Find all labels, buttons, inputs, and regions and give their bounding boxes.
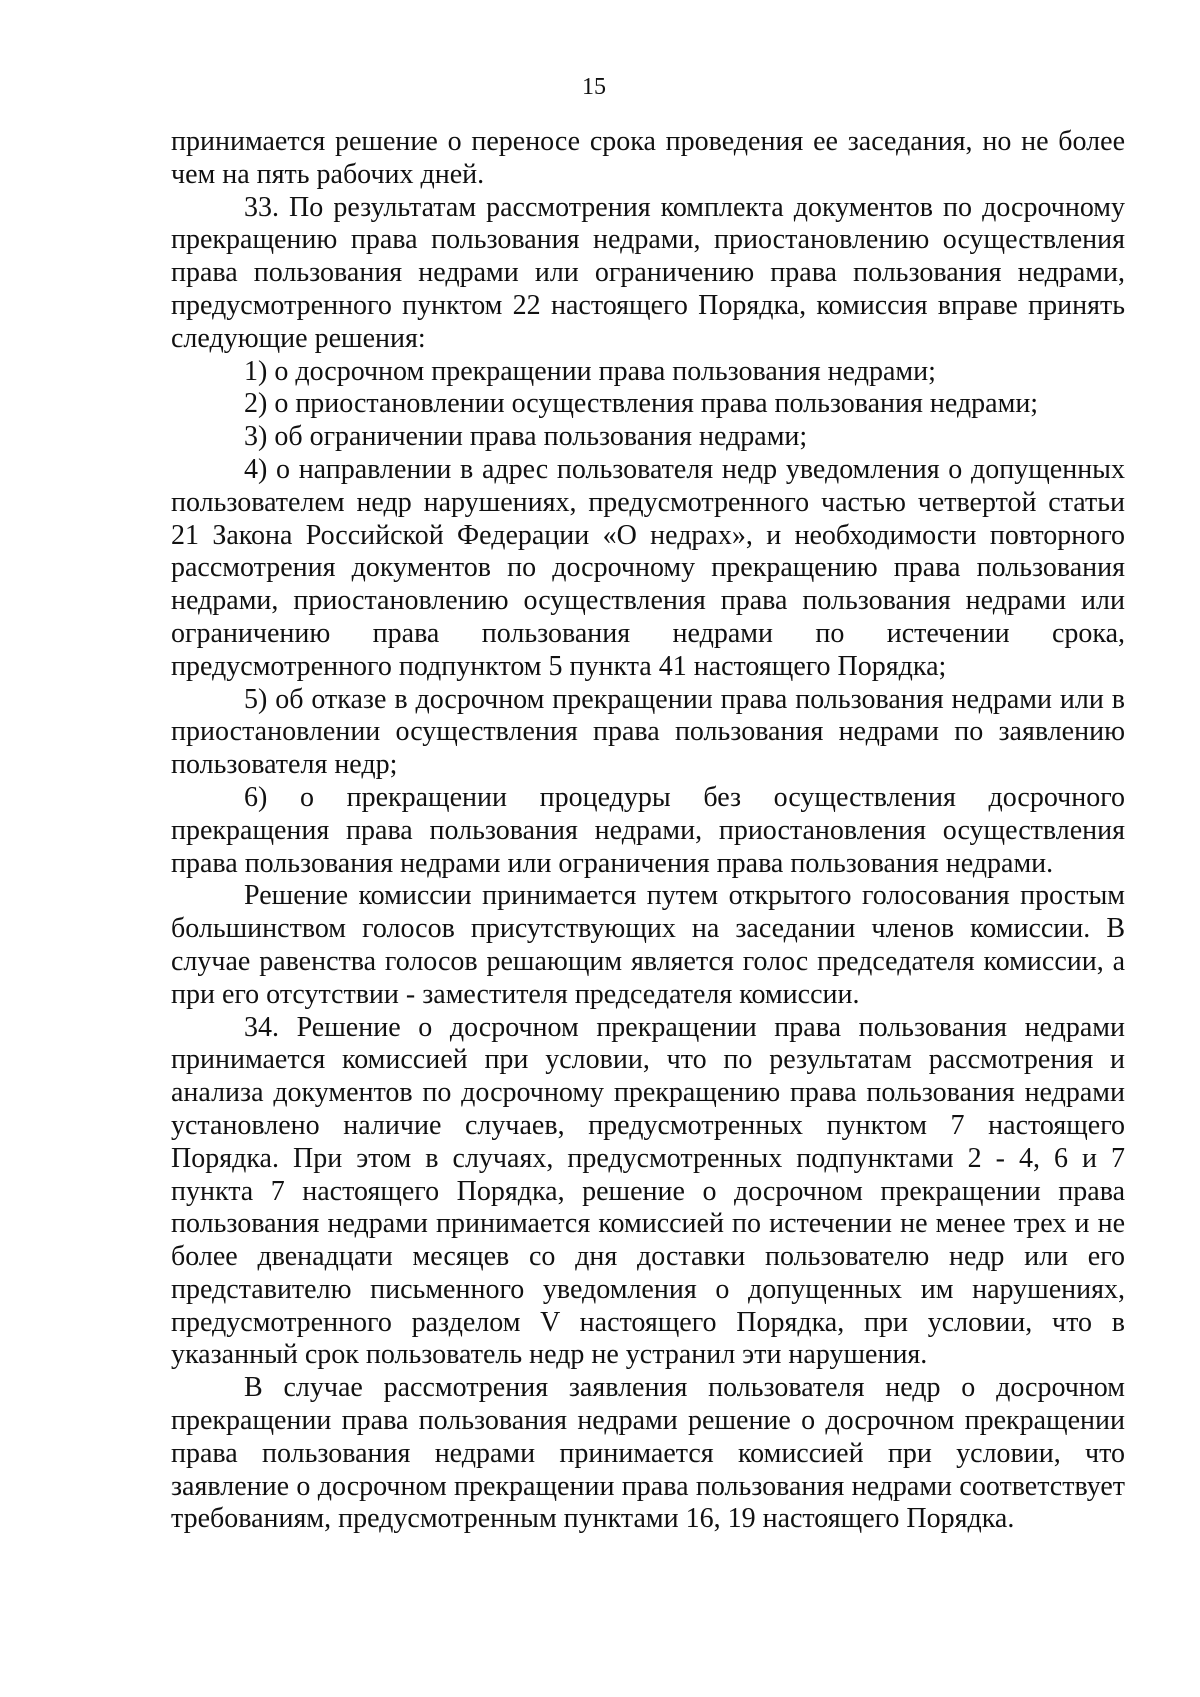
list-item-4: 4) о направлении в адрес пользователя недр уведомления о допущенных пользователем недр нарушениях, предусмотренного частью четвертой статьи 21 Закона Российской Федерации «О недрах», и необходимости повторного рассмотрения документов по досрочному прекращению права пользования недрами, приостановлению осуществления права пользования недрами или ограничению права пользования недрами по истечении срока, предусмотренного подпунктом 5 пункта 41 настоящего Порядка;: [171, 453, 1125, 682]
paragraph-voting: Решение комиссии принимается путем открытого голосования простым большинством голосов присутствующих на заседании членов комиссии. В случае равенства голосов решающим является голос председателя комиссии, а при его отсутствии - заместителя председателя комиссии.: [171, 880, 1125, 1010]
list-item-2: 2) о приостановлении осуществления права пользования недрами;: [244, 388, 1039, 420]
paragraph-item-34: 34. Решение о досрочном прекращении права пользования недрами принимается комиссией при условии, что по результатам рассмотрения и анализа документов по досрочному прекращению права пользования недрами установлено наличие случаев, предусмотренных пунктом 7 настоящего Порядка. При этом в случаях, предусмотренных подпунктами 2 - 4, 6 и 7 пункта 7 настоящего Порядка, решение о досрочном прекращении права пользования недрами принимается комиссией по истечении не менее трех и не более двенадцати месяцев со дня доставки пользователю недр или его представителю письменного уведомления о допущенных им нарушениях, предусмотренного разделом V настоящего Порядка, при условии, что в указанный срок пользователь недр не устранил эти нарушения.: [171, 1011, 1125, 1371]
paragraph-application-case: В случае рассмотрения заявления пользователя недр о досрочном прекращении права пользования недрами решение о досрочном прекращении права пользования недрами принимается комиссией при условии, что заявление о досрочном прекращении права пользования недрами соответствует требованиям, предусмотренным пунктами 16, 19 настоящего Порядка.: [171, 1372, 1125, 1535]
list-item-6: 6) о прекращении процедуры без осуществления досрочного прекращения права пользования недрами, приостановления осуществления права пользования недрами или ограничения права пользования недрами.: [171, 781, 1125, 879]
paragraph-continuation: принимается решение о переносе срока проведения ее заседания, но не более чем на пять рабочих дней.: [171, 126, 1125, 190]
paragraph-item-33: 33. По результатам рассмотрения комплекта документов по досрочному прекращению права пользования недрами, приостановлению осуществления права пользования недрами или ограничению права пользования недрами, предусмотренного пунктом 22 настоящего Порядка, комиссия вправе принять следующие решения:: [171, 191, 1125, 354]
list-item-3: 3) об ограничении права пользования недрами;: [244, 421, 808, 453]
page-number: 15: [582, 74, 606, 100]
list-item-5: 5) об отказе в досрочном прекращении права пользования недрами или в приостановлении осуществления права пользования недрами по заявлению пользователя недр;: [171, 683, 1125, 781]
document-body: [171, 126, 1125, 1536]
list-item-1: 1) о досрочном прекращении права пользования недрами;: [244, 355, 936, 387]
